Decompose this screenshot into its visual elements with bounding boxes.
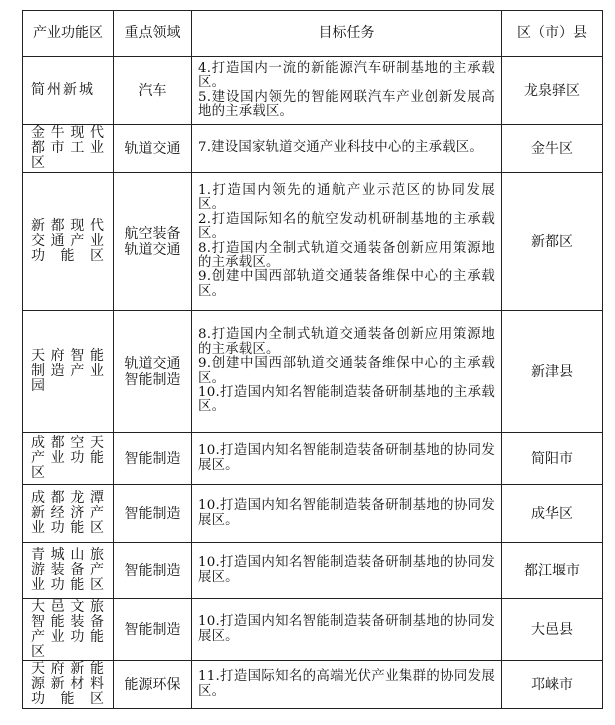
field-cell <box>114 433 192 485</box>
district-cell: 简阳市 <box>502 433 603 485</box>
task-item: 4.打造国内一流的新能源汽车研制基地的主承载区。 <box>198 60 495 91</box>
field-label: 智能制造 <box>124 505 181 522</box>
district-cell: 都江堰市 <box>502 543 603 599</box>
task-item: 1.打造国内领先的通航产业示范区的协同发展区。 <box>198 182 495 213</box>
table-row <box>23 661 603 709</box>
header-task: 目标任务 <box>192 11 502 57</box>
task-item: 8.打造国内全制式轨道交通装备创新应用策源地的主承载区。 <box>198 327 495 357</box>
task-cell <box>192 433 502 485</box>
district-cell: 金牛区 <box>502 125 603 173</box>
task-cell <box>192 311 502 433</box>
district-cell: 龙泉驿区 <box>502 57 603 125</box>
field-label: 智能制造 <box>124 562 181 579</box>
field-cell <box>114 57 192 125</box>
field-label: 轨道交通 <box>124 355 181 372</box>
zone-cell: 简州新城 <box>23 57 114 125</box>
field-label: 汽车 <box>138 82 167 99</box>
field-cell <box>114 661 192 709</box>
table-row <box>23 485 603 543</box>
task-cell <box>192 173 502 311</box>
industry-zone-table <box>22 10 603 709</box>
header-district: 区（市）县 <box>502 11 603 57</box>
task-item: 2.打造国际知名的航空发动机研制基地的主承载区。 <box>198 211 495 242</box>
task-item: 10.打造国内知名智能制造装备研制基地的协同发展区。 <box>198 443 495 473</box>
zone-cell: 新都现代交通产业功能区 <box>23 173 114 311</box>
field-label: 能源环保 <box>124 676 181 693</box>
field-label: 轨道交通 <box>124 241 181 258</box>
field-cell <box>114 173 192 311</box>
table-row <box>23 173 603 311</box>
task-item: 10.打造国内知名智能制造装备研制基地的主承载区。 <box>198 384 495 415</box>
zone-cell: 成都空天产业功能区 <box>23 433 114 485</box>
field-label: 智能制造 <box>124 621 181 638</box>
task-item: 10.打造国内知名智能制造装备研制基地的协同发展区。 <box>198 498 495 528</box>
task-item: 9.创建中国西部轨道交通装备维保中心的主承载区。 <box>198 269 495 299</box>
district-cell: 新都区 <box>502 173 603 311</box>
field-cell <box>114 125 192 173</box>
field-cell <box>114 485 192 543</box>
document-page <box>22 10 602 709</box>
zone-cell: 成都龙潭新经济产业功能区 <box>23 485 114 543</box>
field-label: 智能制造 <box>124 371 181 388</box>
task-item: 11.打造国际知名的高端光伏产业集群的协同发展区。 <box>198 669 495 699</box>
task-cell <box>192 125 502 173</box>
task-cell <box>192 599 502 661</box>
task-cell <box>192 485 502 543</box>
field-cell <box>114 543 192 599</box>
task-cell <box>192 661 502 709</box>
field-label: 轨道交通 <box>124 140 181 157</box>
zone-cell: 天府新能源新材料功能区 <box>23 661 114 709</box>
district-cell: 新津县 <box>502 311 603 433</box>
zone-cell: 青城山旅游装备产业功能区 <box>23 543 114 599</box>
task-cell <box>192 57 502 125</box>
table-row <box>23 599 603 661</box>
zone-cell: 天府智能制造产业园 <box>23 311 114 433</box>
task-item: 7.建设国家轨道交通产业科技中心的主承载区。 <box>198 140 483 156</box>
table-row <box>23 543 603 599</box>
district-cell: 大邑县 <box>502 599 603 661</box>
header-row <box>23 11 603 57</box>
task-cell <box>192 543 502 599</box>
field-cell <box>114 311 192 433</box>
header-zone: 产业功能区 <box>23 11 114 57</box>
task-item: 8.打造国内全制式轨道交通装备创新应用策源地的主承载区。 <box>198 240 495 270</box>
zone-cell: 金牛现代都市工业区 <box>23 125 114 173</box>
task-item: 5.建设国内领先的智能网联汽车产业创新发展高地的主承载区。 <box>198 89 495 119</box>
field-label: 智能制造 <box>124 450 181 467</box>
zone-cell: 大邑文旅智能装备产业功能区 <box>23 599 114 661</box>
table-row <box>23 433 603 485</box>
field-cell <box>114 599 192 661</box>
table-row <box>23 125 603 173</box>
field-label: 航空装备 <box>124 225 181 242</box>
task-item: 10.打造国内知名智能制造装备研制基地的协同发展区。 <box>198 555 495 585</box>
district-cell: 成华区 <box>502 485 603 543</box>
table-row <box>23 57 603 125</box>
task-item: 10.打造国内知名智能制造装备研制基地的协同发展区。 <box>198 614 495 644</box>
district-cell: 邛崃市 <box>502 661 603 709</box>
header-field: 重点领域 <box>114 11 192 57</box>
task-item: 9.创建中国西部轨道交通装备维保中心的主承载区。 <box>198 356 495 386</box>
table-row <box>23 311 603 433</box>
